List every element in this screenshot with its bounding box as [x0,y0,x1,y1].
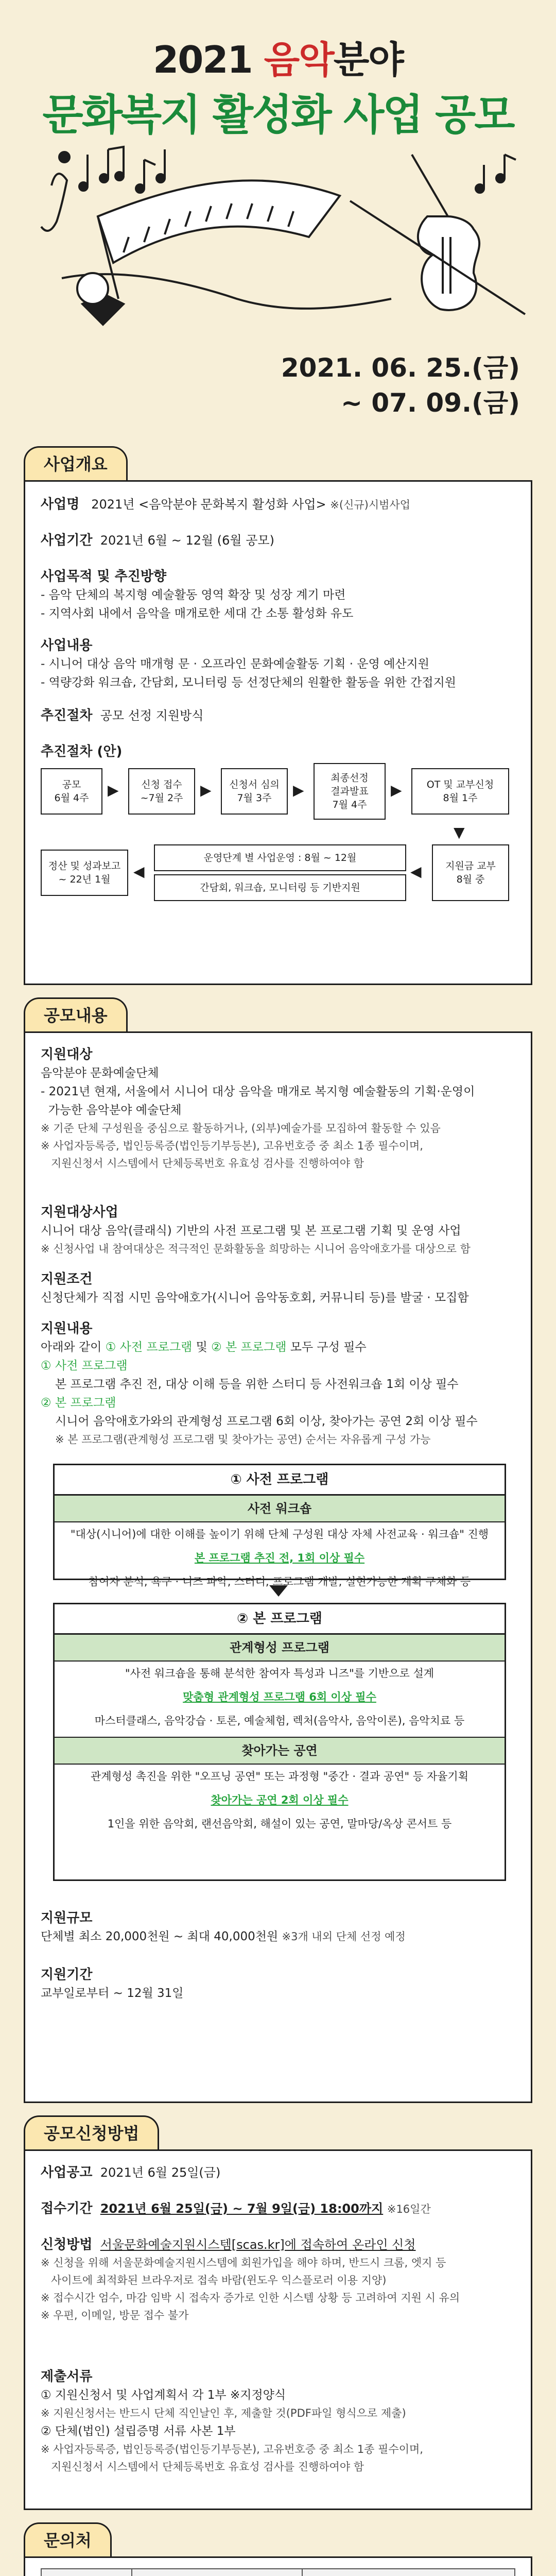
main-program-box [53,1603,506,1881]
overview-flow-label: 추진절차 (안) [41,744,123,759]
pre-program-examples: 참여자 분석, 욕구 · 니즈 파악, 스터디, 프로그램 개발, 실현가능한 계획 구체화 등 [88,1575,471,1588]
contents-detail: 지원내용 아래와 같이 ① 사전 프로그램 및 ② 본 프로그램 모두 구성 필수 ① 사전 프로그램 본 프로그램 추진 전, 대상 이해 등을 위한 스터디 등 사전워크숍 1회 이상 필수 ② 본 프로그램 시니어 음악애호가와의 관계형성 프로그램 6회 이상, 찾아가는 공연 2회 이상 필수 ※ 본 프로그램(관계형성 프로그램 및 찾아가는 공연) 순서는 자유롭게 구성 가능 [41,1321,478,1446]
piano-violin-illustration [21,144,535,340]
flow-step-review: 신청서 심의 7월 3주 [221,768,288,815]
hero-banner [0,0,556,433]
flow-arrow-left: ◀ [133,863,145,880]
flow-step-operate: 운영단계 별 사업운영 : 8월 ~ 12월 [154,844,406,871]
hero-title-line1: 2021 음악분야 [153,38,403,81]
visit-concert-required: 찾아가는 공연 2회 이상 필수 [211,1794,349,1806]
contents-scale: 지원규모 단체별 최소 20,000천원 ~ 최대 40,000천원 ※3개 내외 단체 선정 예정 [41,1910,406,1943]
overview-name: 사업명 2021년 <음악분야 문화복지 활성화 사업> ※(신규)시범사업 [41,497,410,512]
contact-header-hours [302,2569,515,2576]
hero-title-line2: 문화복지 활성화 사업 공모 [42,91,514,140]
flow-step-support: 간담회, 워크숍, 모니터링 등 기반지원 [154,874,406,901]
hero-dates [281,350,520,420]
main-program-sub2: 찾아가는 공연 [55,1737,505,1765]
date-start: 2021. 06. 25.(금) [281,353,520,383]
apply-docs: 제출서류 ① 지원신청서 및 사업계획서 각 1부 ※지정양식 ※ 지원신청서는 반드시 단체 직인날인 후, 제출할 것(PDF파일 형식으로 제출) ② 단체(법인) 설립증명 서류 사본 1부 ※ 사업자등록증, 법인등록증(법인등기부등본), 고유번호증 중 최소 1종 필수이며, 지원신청서 시스템에서 단체등록번호 유효성 검사를 진행하여야 함 [41,2369,423,2473]
section-contact [24,2556,532,2576]
overview-method: 추진절차 공모 선정 지원방식 [41,708,204,723]
visit-concert-examples: 1인을 위한 음악회, 랜선음악회, 해설이 있는 공연, 말마당/옥상 콘서트 등 [107,1818,452,1830]
contents-target: 지원대상 음악분야 문화예술단체 - 2021년 현재, 서울에서 시니어 대상 음악을 매개로 복지형 예술활동의 기획·운영이 가능한 음악분야 예술단체 ※ 기준 단체 구성원을 중심으로 활동하거나, (외부)예술가를 모집하여 활동할 수 있음 ※ 사업자등록증, 법인등록증(법인등기부등본), 고유번호증 중 최소 1종 필수이며, 지원신청서 시스템에서 단체등록번호 유효성 검사를 진행하여야 함 [41,1047,475,1170]
section-contents [24,1031,532,2103]
down-triangle-icon [269,1585,288,1597]
flow-arrow: ▶ [293,782,304,799]
flow-step-settle: 정산 및 성과보고 ~ 22년 1월 [41,850,128,896]
section-overview [24,480,532,985]
flow-step-announce: 공모 6월 4주 [41,768,102,815]
flow-arrow-down: ▼ [454,824,465,841]
section-apply [24,2149,532,2510]
contents-project: 지원대상사업 시니어 대상 음악(클래식) 기반의 사전 프로그램 및 본 프로그램 기획 및 운영 사업 ※ 신청사업 내 참여대상은 적극적인 문화활동을 희망하는 시니어 음악애호가를 대상으로 함 [41,1205,471,1255]
flow-step-grant: 지원금 교부 8월 중 [432,844,509,901]
contents-term: 지원기간 교부일로부터 ~ 12월 31일 [41,1967,184,2000]
overview-period: 사업기간 2021년 6월 ~ 12월 (6월 공모) [41,533,274,548]
flow-arrow: ▶ [108,782,119,799]
pre-program-box [53,1464,506,1588]
tab-apply: 공모신청방법 [24,2115,159,2150]
apply-notice: 사업공고 2021년 6월 25일(금) [41,2165,221,2180]
pre-program-sub: 사전 워크숍 [55,1496,505,1522]
tab-contact: 문의처 [24,2522,112,2557]
main-program-head: ② 본 프로그램 [55,1604,505,1635]
overview-purpose: 사업목적 및 추진방향 - 음악 단체의 복지형 예술활동 영역 확장 및 성장 계기 마련 - 지역사회 내에서 음악을 매개로한 세대 간 소통 활성화 유도 [41,569,354,620]
contact-table [41,2568,515,2576]
flow-arrow: ▶ [391,782,402,799]
pre-program-head: ① 사전 프로그램 [55,1465,505,1496]
main-program-required: 맞춤형 관계형성 프로그램 6회 이상 필수 [183,1691,376,1703]
flow-step-select: 최종선정 결과발표 7월 4주 [314,763,386,820]
flow-arrow-left: ◀ [410,863,422,880]
flow-step-ot: OT 및 교부신청 8월 1주 [411,768,509,815]
visit-concert-line: 관계형성 촉진을 위한 "오프닝 공연" 또는 과정형 "중간 · 결과 공연" 등 자율기획 [91,1770,468,1783]
main-program-line: "사전 워크숍을 통해 분석한 참여자 특성과 니즈"를 기반으로 설계 [125,1667,435,1680]
main-program-examples: 마스터클래스, 음악강습 · 토론, 예술체험, 렉처(음악사, 음악이론), 음악치료 등 [94,1715,465,1727]
flow-step-receive: 신청 접수 ~7월 2주 [128,768,195,815]
pre-program-required: 본 프로그램 추진 전, 1회 이상 필수 [194,1552,365,1564]
flow-arrow: ▶ [200,782,212,799]
apply-method: 신청방법 서울문화예술지원시스템[scas.kr]에 접속하여 온라인 신청 ※ 신청을 위해 서울문화예술지원시스템에 회원가입을 해야 하며, 반드시 크롬, 엣지 등 사이트에 최적화된 브라우저로 접속 바람(윈도우 익스플로러 이용 지양) ※ 접수시간 엄수, 마감 임박 시 접속자 증가로 인한 시스템 상황 등 고려하여 지원 시 유의 ※ 우편, 이메일, 방문 접수 불가 [41,2237,460,2321]
contact-header-phone [132,2569,302,2576]
apply-period: 접수기간 2021년 6월 25일(금) ~ 7월 9일(금) 18:00까지 ※16일간 [41,2201,431,2216]
contents-condition: 지원조건 신청단체가 직접 시민 음악애호가(시니어 음악동호회, 커뮤니티 등)를 발굴 · 모집함 [41,1272,469,1304]
date-end: ~ 07. 09.(금) [341,388,520,418]
pre-program-line: "대상(시니어)에 대한 이해를 높이기 위해 단체 구성원 대상 자체 사전교육 · 워크숍" 진행 [70,1528,489,1540]
tab-contents: 공모내용 [24,997,128,1032]
tab-overview: 사업개요 [24,446,128,481]
main-program-sub1: 관계형성 프로그램 [55,1635,505,1662]
overview-content: 사업내용 - 시니어 대상 음악 매개형 문 · 오프라인 문화예술활동 기획 · 운영 예산지원 - 역량강화 워크숍, 간담회, 모니터링 등 선정단체의 원활한 활동을 위한 간접지원 [41,638,457,689]
contact-header-dept [41,2569,132,2576]
